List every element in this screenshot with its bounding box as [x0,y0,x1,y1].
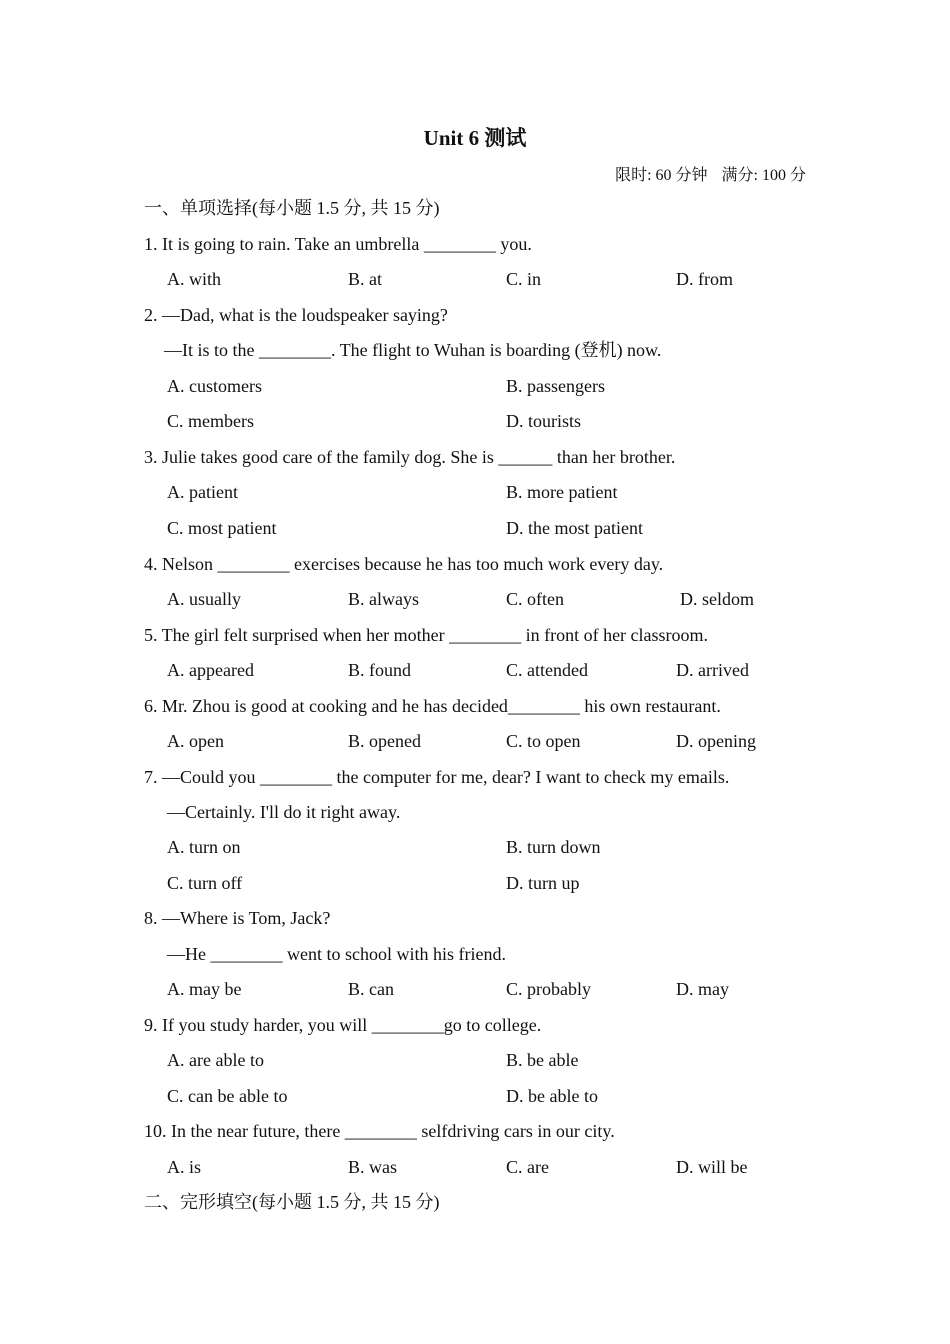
option-c[interactable]: C. are [506,1157,549,1177]
question-stem: 3. Julie takes good care of the family dog. She is ______ than her brother. [144,447,676,467]
option-d[interactable]: D. arrived [676,660,749,680]
question-stem: 7. —Could you ________ the computer for me, dear? I want to check my emails. [144,767,730,787]
question-reply: —It is to the ________. The flight to Wuhan is boarding (登机) now. [164,340,662,360]
question-stem: 9. If you study harder, you will ________go to college. [144,1015,542,1035]
option-c[interactable]: C. most patient [167,518,277,538]
option-b[interactable]: B. at [348,269,382,289]
option-a[interactable]: A. are able to [167,1050,264,1070]
option-d[interactable]: D. the most patient [506,518,643,538]
time-limit: 限时: 60 分钟 [615,167,708,184]
option-a[interactable]: A. open [167,731,224,751]
option-d[interactable]: D. be able to [506,1086,598,1106]
question-reply: —He ________ went to school with his friend. [167,944,506,964]
option-c[interactable]: C. often [506,589,564,609]
section-2-title: 二、完形填空(每小题 1.5 分, 共 15 分) [144,1192,440,1212]
option-b[interactable]: B. opened [348,731,421,751]
option-d[interactable]: D. opening [676,731,756,751]
option-c[interactable]: C. members [167,411,254,431]
option-d[interactable]: D. from [676,269,733,289]
option-d[interactable]: D. turn up [506,873,580,893]
option-a[interactable]: A. with [167,269,221,289]
option-c[interactable]: C. probably [506,979,591,999]
option-b[interactable]: B. always [348,589,419,609]
option-d[interactable]: D. may [676,979,729,999]
option-a[interactable]: A. customers [167,376,262,396]
option-a[interactable]: A. is [167,1157,202,1177]
option-c[interactable]: C. to open [506,731,581,751]
question-stem: 4. Nelson ________ exercises because he has too much work every day. [144,554,664,574]
option-d[interactable]: D. seldom [680,589,754,609]
option-c[interactable]: C. turn off [167,873,243,893]
page-title: Unit 6 测试 [423,126,527,150]
option-c[interactable]: C. in [506,269,542,289]
exam-limits [615,162,806,185]
question-stem: 8. —Where is Tom, Jack? [144,908,331,928]
option-b[interactable]: B. found [348,660,411,680]
question-stem: 10. In the near future, there ________ selfdriving cars in our city. [144,1121,615,1141]
question-stem: 2. —Dad, what is the loudspeaker saying? [144,305,448,325]
option-b[interactable]: B. more patient [506,482,618,502]
option-a[interactable]: A. may be [167,979,242,999]
option-b[interactable]: B. be able [506,1050,579,1070]
option-b[interactable]: B. was [348,1157,397,1177]
option-b[interactable]: B. passengers [506,376,605,396]
option-c[interactable]: C. can be able to [167,1086,288,1106]
question-stem: 5. The girl felt surprised when her mother ________ in front of her classroom. [144,625,709,645]
question-stem: 1. It is going to rain. Take an umbrella ________ you. [144,234,532,254]
section-1-title: 一、单项选择(每小题 1.5 分, 共 15 分) [144,198,440,218]
full-marks: 满分: 100 分 [721,167,806,184]
option-a[interactable]: A. patient [167,482,238,502]
question-stem: 6. Mr. Zhou is good at cooking and he has decided________ his own restaurant. [144,696,721,716]
question-reply: —Certainly. I'll do it right away. [167,802,401,822]
option-d[interactable]: D. tourists [506,411,582,431]
option-b[interactable]: B. turn down [506,837,601,857]
option-a[interactable]: A. appeared [167,660,254,680]
option-d[interactable]: D. will be [676,1157,748,1177]
option-c[interactable]: C. attended [506,660,588,680]
option-a[interactable]: A. turn on [167,837,241,857]
option-b[interactable]: B. can [348,979,394,999]
option-a[interactable]: A. usually [167,589,241,609]
